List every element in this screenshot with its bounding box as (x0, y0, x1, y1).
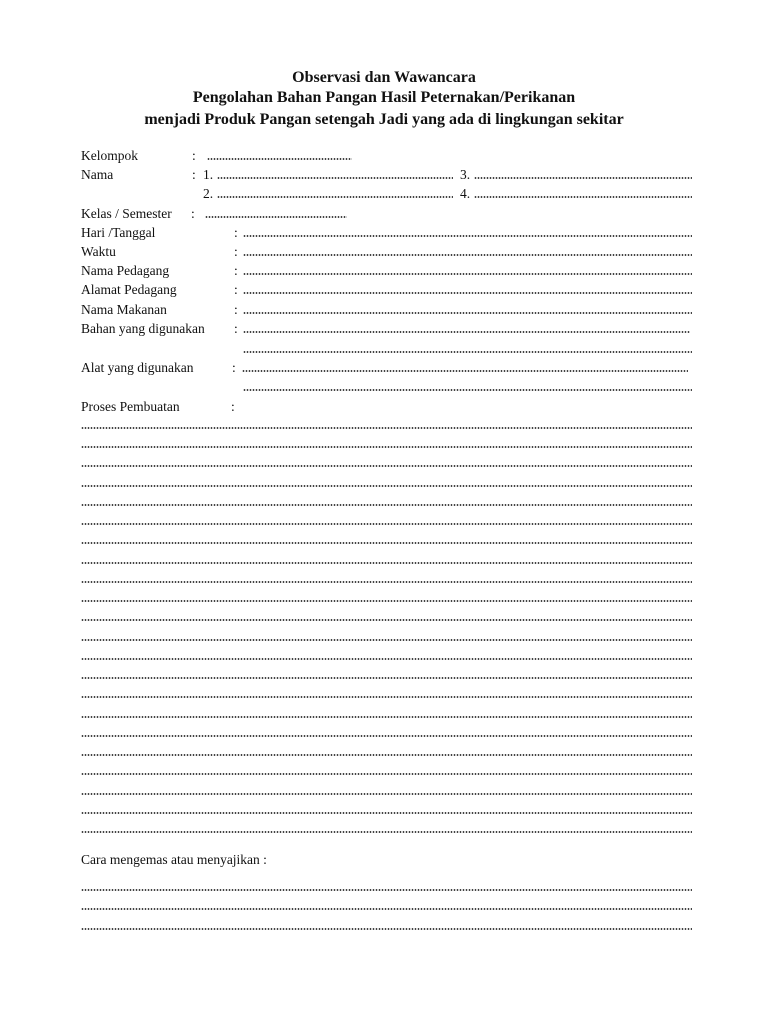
fill-in-line[interactable] (243, 380, 692, 392)
fill-in-line[interactable] (243, 226, 692, 238)
fill-in-line[interactable] (81, 580, 692, 584)
fill-in-line[interactable] (81, 792, 692, 796)
field-separator: : (234, 263, 238, 278)
fill-in-line[interactable] (243, 283, 692, 295)
field-separator: : (191, 206, 195, 221)
fill-in-line[interactable] (243, 342, 692, 354)
field-label: Cara mengemas atau menyajikan : (81, 852, 267, 867)
fill-in-line[interactable] (81, 888, 692, 892)
page-subtitle-1: Pengolahan Bahan Pangan Hasil Peternakan/Perikanan (192, 89, 576, 106)
fill-in-line[interactable] (81, 638, 692, 642)
field-hari-tanggal (81, 224, 693, 242)
fill-in-line[interactable] (81, 830, 692, 834)
fill-in-line[interactable] (81, 561, 692, 565)
field-kelompok (81, 147, 693, 165)
fill-in-line[interactable] (81, 599, 692, 603)
field-separator: : (231, 399, 235, 414)
field-label: Alamat Pedagang (81, 282, 177, 297)
field-waktu (81, 243, 693, 261)
member-number: 4. (460, 186, 471, 201)
field-nama-cont (81, 185, 693, 203)
fill-in-line[interactable] (81, 484, 692, 488)
fill-in-line[interactable] (81, 676, 692, 680)
fill-in-line[interactable] (243, 322, 690, 334)
fill-in-line[interactable] (81, 734, 692, 738)
field-separator: : (232, 360, 236, 375)
fill-in-line[interactable] (81, 907, 692, 911)
page-subtitle-2: menjadi Produk Pangan setengah Jadi yang ada di lingkungan sekitar (144, 111, 624, 128)
fill-in-line[interactable] (205, 207, 347, 219)
field-nama (81, 166, 693, 184)
field-label: Nama Pedagang (81, 263, 170, 278)
fill-in-line[interactable] (474, 187, 692, 199)
field-separator: : (192, 167, 196, 182)
fill-in-line[interactable] (81, 715, 692, 719)
field-label: Kelompok (81, 148, 138, 163)
fill-in-line[interactable] (81, 695, 692, 699)
field-label: Kelas / Semester (81, 206, 172, 221)
field-cara-mengemas (81, 851, 693, 869)
field-kelas-semester (81, 205, 693, 223)
field-alat (81, 359, 693, 377)
fill-in-line[interactable] (243, 264, 692, 276)
fill-in-line[interactable] (81, 445, 692, 449)
field-label: Bahan yang digunakan (81, 321, 205, 336)
fill-in-line[interactable] (217, 187, 453, 199)
fill-in-line[interactable] (81, 657, 692, 661)
field-label: Alat yang digunakan (81, 360, 194, 375)
fill-in-line[interactable] (81, 522, 692, 526)
fill-in-line[interactable] (242, 361, 688, 373)
field-proses (81, 398, 693, 416)
field-separator: : (234, 244, 238, 259)
field-label: Waktu (81, 244, 116, 259)
fill-in-line[interactable] (243, 303, 692, 315)
field-label: Hari /Tanggal (81, 225, 156, 240)
field-label: Nama (81, 167, 114, 182)
field-separator: : (234, 321, 238, 336)
fill-in-line[interactable] (81, 811, 692, 815)
fill-in-line[interactable] (81, 464, 692, 468)
fill-in-line[interactable] (81, 541, 692, 545)
field-alat-cont (81, 378, 693, 396)
fill-in-line[interactable] (217, 168, 453, 180)
member-number: 3. (460, 167, 471, 182)
fill-in-line[interactable] (81, 503, 692, 507)
member-number: 2. (203, 186, 214, 201)
fill-in-line[interactable] (81, 426, 692, 430)
fill-in-line[interactable] (81, 772, 692, 776)
field-bahan-cont (81, 340, 693, 358)
fill-in-line[interactable] (474, 168, 692, 180)
field-separator: : (192, 148, 196, 163)
field-separator: : (234, 282, 238, 297)
field-nama-makanan (81, 301, 693, 319)
field-label: Proses Pembuatan (81, 399, 180, 414)
fill-in-line[interactable] (243, 245, 692, 257)
field-nama-pedagang (81, 262, 693, 280)
page-title: Observasi dan Wawancara (292, 69, 476, 86)
field-alamat-pedagang (81, 281, 693, 299)
field-label: Nama Makanan (81, 302, 167, 317)
fill-in-line[interactable] (207, 149, 352, 161)
fill-in-line[interactable] (81, 618, 692, 622)
member-number: 1. (203, 167, 214, 182)
fill-in-line[interactable] (81, 927, 692, 931)
field-separator: : (234, 225, 238, 240)
field-separator: : (234, 302, 238, 317)
fill-in-line[interactable] (81, 753, 692, 757)
field-bahan (81, 320, 693, 338)
